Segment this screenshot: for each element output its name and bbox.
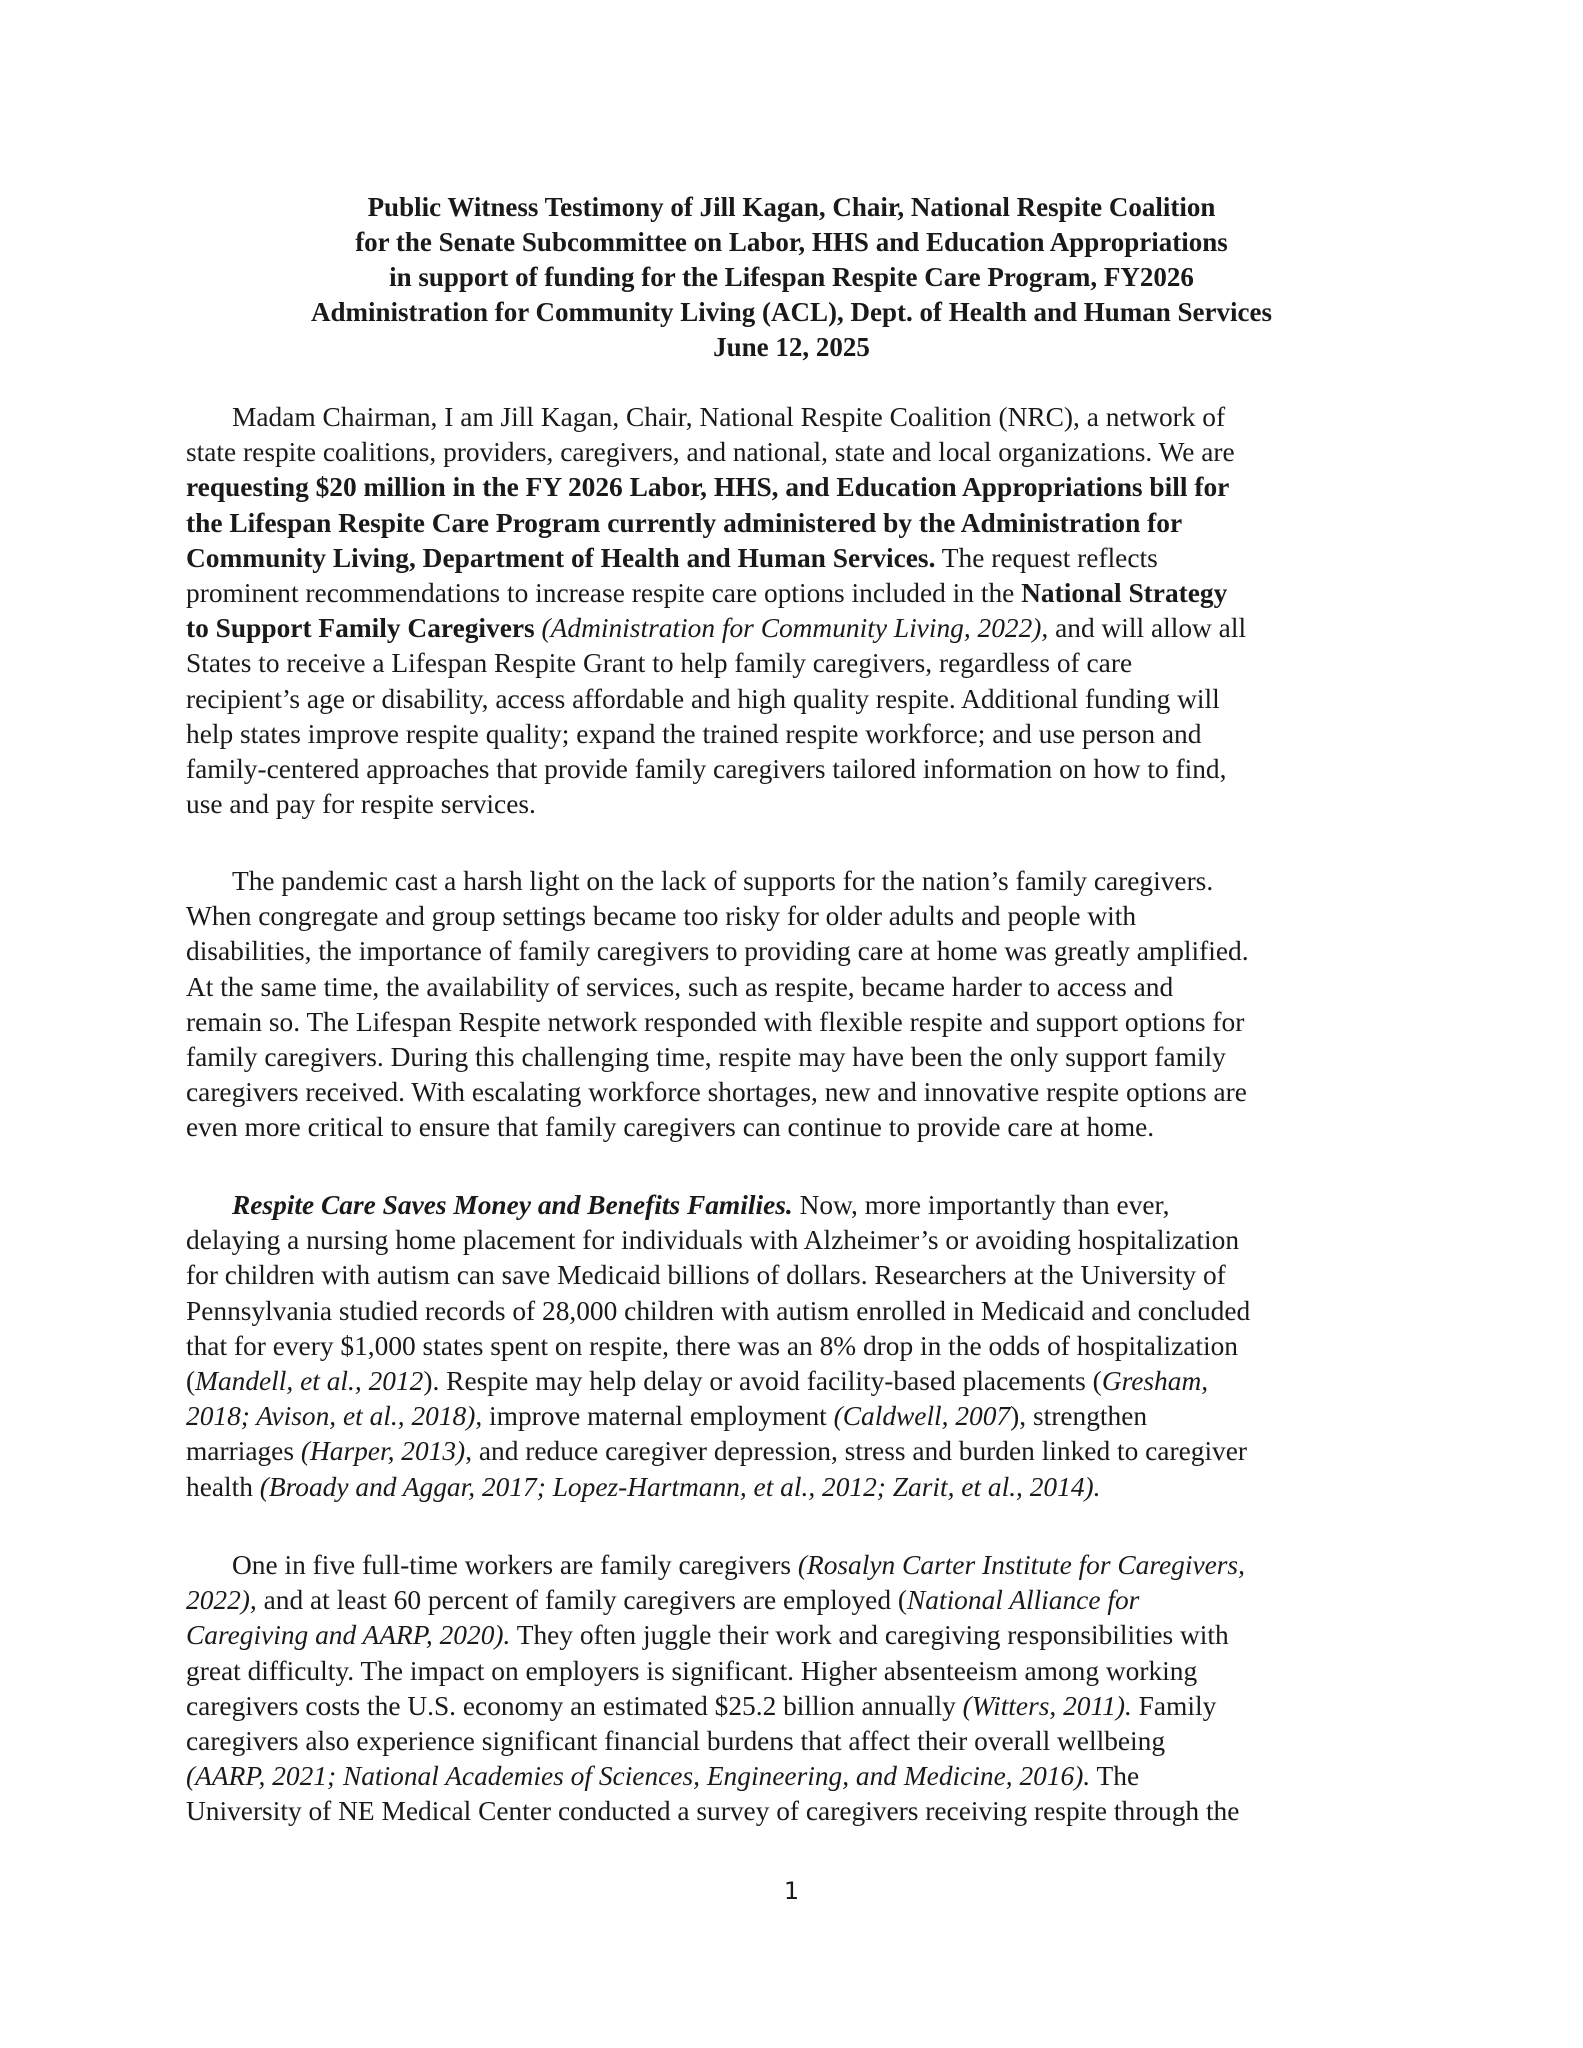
text-span: The [1090,1761,1140,1792]
text-line [186,611,1398,646]
text-line: requesting $20 million in the FY 2026 Labor, HHS, and Education Appropriations bill for [186,472,1230,503]
text-span: Family [1131,1690,1217,1721]
citation: 2018; Avison, et al., 2018) [186,1401,476,1432]
paragraph-intro [186,400,1398,822]
text-line: for children with autism can save Medicaid billions of dollars. Researchers at the University of [186,1260,1226,1291]
text-line [186,1188,1398,1223]
bold-text: to Support Family Caregivers [186,613,535,644]
text-line: Pennsylvania studied records of 28,000 children with autism enrolled in Medicaid and concluded [186,1295,1251,1326]
text-line [186,1364,1398,1399]
text-span: , improve maternal employment [475,1401,834,1432]
citation: Gresham, [1101,1366,1209,1397]
heading-date: June 12, 2025 [713,332,870,362]
text-span: ). Respite may help delay or avoid facility-based placements ( [423,1366,1102,1397]
heading-line: Public Witness Testimony of Jill Kagan, Chair, National Respite Coalition [367,192,1216,222]
text-line: help states improve respite quality; expand the trained respite workforce; and use person and [186,718,1202,749]
paragraph-pandemic [186,864,1398,1146]
text-line: recipient’s age or disability, access affordable and high quality respite. Additional funding will [186,683,1220,714]
text-line [186,1399,1398,1434]
text-line: that for every $1,000 states spent on respite, there was an 8% drop in the odds of hospitalization [186,1330,1238,1361]
text-line: the Lifespan Respite Care Program currently administered by the Administration for [186,507,1183,538]
paragraph-saves-money [186,1188,1398,1505]
citation: (Caldwell, 2007 [833,1401,1011,1432]
text-line [186,1618,1398,1653]
citation: 2022), [186,1585,257,1616]
bold-text: National Strategy [1021,578,1228,609]
page-number: 1 [783,1877,800,1905]
citation: (Witters, 2011). [962,1690,1132,1721]
text-line [186,1470,1398,1505]
citation: (Broady and Aggar, 2017; Lopez-Hartmann, et al., 2012; Zarit, et al., 2014). [259,1471,1101,1502]
text-line: even more critical to ensure that family caregivers can continue to provide care at home. [186,1112,1155,1143]
text-line: Madam Chairman, I am Jill Kagan, Chair, National Respite Coalition (NRC), a network of [232,402,1226,432]
text-span: prominent recommendations to increase respite care options included in the [186,578,1022,609]
text-line: caregivers also experience significant financial burdens that affect their overall wellbeing [186,1726,1166,1757]
text-line: The pandemic cast a harsh light on the lack of supports for the nation’s family caregivers. [232,866,1214,896]
text-line: use and pay for respite services. [186,789,536,820]
text-span: They often juggle their work and caregiving responsibilities with [510,1620,1229,1651]
text-span: One in five full-time workers are family caregivers [232,1550,798,1580]
text-span: marriages [186,1436,301,1467]
citation: National Alliance for [907,1585,1140,1616]
text-line: state respite coalitions, providers, caregivers, and national, state and local organizations. We are [186,437,1235,468]
text-span: Now, more importantly than ever, [792,1190,1170,1220]
citation: (Administration for Community Living, 2022), [534,613,1049,644]
heading-line: for the Senate Subcommittee on Labor, HHS and Education Appropriations [355,227,1228,257]
text-line [186,1759,1398,1794]
text-span: ), strengthen [1010,1401,1148,1432]
text-line: family caregivers. During this challenging time, respite may have been the only support family [186,1042,1226,1073]
text-line: University of NE Medical Center conducted a survey of caregivers receiving respite through the [186,1796,1240,1827]
text-line: caregivers received. With escalating workforce shortages, new and innovative respite options are [186,1077,1247,1108]
text-span: caregivers costs the U.S. economy an estimated $25.2 billion annually [186,1690,963,1721]
citation: Mandell, et al., 2012 [195,1366,424,1397]
text-line: delaying a nursing home placement for individuals with Alzheimer’s or avoiding hospitalization [186,1225,1240,1256]
text-line: remain so. The Lifespan Respite network responded with flexible respite and support options for [186,1006,1245,1037]
paragraph-workers [186,1548,1398,1830]
text-line [186,1434,1398,1469]
text-line: disabilities, the importance of family caregivers to providing care at home was greatly amplified. [186,936,1249,967]
bold-text: Community Living, Department of Health and Human Services. [186,542,936,573]
text-line: great difficulty. The impact on employers is significant. Higher absenteeism among working [186,1655,1198,1686]
text-span: health [186,1471,260,1502]
text-line [186,576,1398,611]
text-line [186,1689,1398,1724]
text-line [186,541,1398,576]
text-line: When congregate and group settings became too risky for older adults and people with [186,901,1137,932]
text-line: At the same time, the availability of services, such as respite, became harder to access and [186,971,1174,1002]
text-line: States to receive a Lifespan Respite Grant to help family caregivers, regardless of care [186,648,1133,679]
citation: Caregiving and AARP, 2020). [186,1620,511,1651]
citation: (Rosalyn Carter Institute for Caregivers, [797,1550,1245,1580]
citation: (AARP, 2021; National Academies of Sciences, Engineering, and Medicine, 2016). [186,1761,1091,1792]
text-span: The request reflects [935,542,1158,573]
text-span: ( [186,1366,196,1397]
text-line [186,1548,1398,1583]
text-span: and will allow all [1048,613,1247,644]
text-span: and at least 60 percent of family caregivers are employed ( [256,1585,907,1616]
text-line [186,1583,1398,1618]
text-line: family-centered approaches that provide family caregivers tailored information on how to find, [186,754,1227,785]
section-lead-in: Respite Care Saves Money and Benefits Families. [232,1190,793,1220]
heading-line: Administration for Community Living (ACL), Dept. of Health and Human Services [310,297,1273,327]
heading-line: in support of funding for the Lifespan Respite Care Program, FY2026 [389,262,1194,292]
testimony-heading [180,190,1403,365]
citation: (Harper, 2013) [300,1436,466,1467]
text-span: , and reduce caregiver depression, stress and burden linked to caregiver [465,1436,1248,1467]
